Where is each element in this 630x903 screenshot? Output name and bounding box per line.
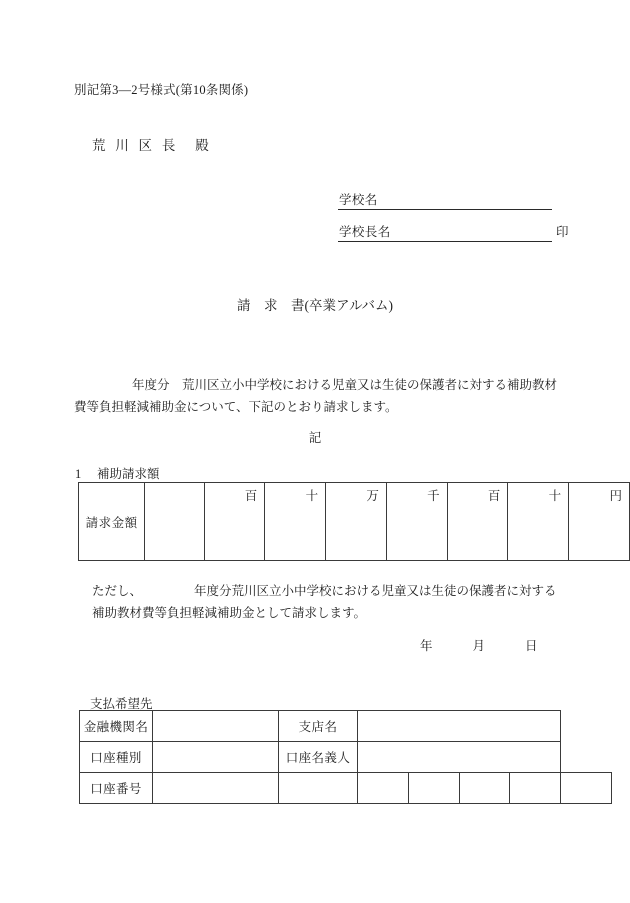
- amount-cell-3[interactable]: 万: [326, 483, 387, 561]
- principal-name-label: 学校長名: [339, 225, 391, 239]
- account-number-label: 口座番号: [80, 773, 153, 804]
- payment-row-account-number: [80, 773, 612, 804]
- body-line-1: 年度分 荒川区立小中学校における児童又は生徒の保護者に対する補助教材費等: [74, 378, 558, 414]
- account-type-input[interactable]: [153, 742, 279, 773]
- amount-cell-7[interactable]: 円: [569, 483, 630, 561]
- document-title: 請 求 書(卒業アルバム): [236, 298, 393, 313]
- section-1-title: 補助請求額: [97, 467, 160, 481]
- account-digit-2[interactable]: [358, 773, 409, 804]
- addressee-line: 荒 川 区 長 殿: [92, 138, 212, 153]
- account-holder-label: 口座名義人: [279, 742, 358, 773]
- payment-row-bank: [80, 711, 612, 742]
- note-paragraph: [92, 580, 562, 624]
- section-1-number: 1: [75, 467, 82, 481]
- account-type-label: 口座種別: [80, 742, 153, 773]
- payment-row-account-type: [80, 742, 612, 773]
- school-name-label: 学校名: [339, 193, 378, 207]
- account-digit-0[interactable]: [153, 773, 279, 804]
- section-1-heading: [75, 464, 160, 482]
- account-digit-1[interactable]: [279, 773, 358, 804]
- date-line[interactable]: [420, 636, 538, 654]
- branch-name-input[interactable]: [358, 711, 561, 742]
- account-holder-input[interactable]: [358, 742, 561, 773]
- amount-cell-4[interactable]: 千: [386, 483, 447, 561]
- bank-name-input[interactable]: [153, 711, 279, 742]
- seal-mark: 印: [556, 225, 569, 239]
- form-number: 別記第3―2号様式(第10条関係): [74, 83, 249, 97]
- note-prefix: ただし、: [92, 584, 143, 598]
- amount-row-label: 請求金額: [79, 483, 145, 561]
- payment-section-heading: 支払希望先: [90, 697, 153, 711]
- amount-cell-2[interactable]: 十: [265, 483, 326, 561]
- branch-name-label: 支店名: [279, 711, 358, 742]
- account-digit-6[interactable]: [561, 773, 612, 804]
- amount-table-row: [79, 483, 630, 561]
- account-digit-5[interactable]: [510, 773, 561, 804]
- date-year-label: 年: [420, 639, 433, 653]
- date-day-label: 日: [525, 639, 538, 653]
- body-paragraph: [74, 374, 560, 418]
- amount-cell-6[interactable]: 十: [508, 483, 569, 561]
- body-line-2: 負担軽減補助金について、下記のとおり請求します。: [99, 400, 398, 414]
- principal-name-field[interactable]: [338, 222, 569, 242]
- amount-cell-5[interactable]: 百: [447, 483, 508, 561]
- ki-marker: 記: [308, 431, 322, 445]
- amount-table: [78, 482, 630, 561]
- account-digit-3[interactable]: [408, 773, 459, 804]
- account-digit-4[interactable]: [459, 773, 510, 804]
- payment-table: [79, 710, 612, 804]
- note-line-1: 年度分荒川区立小中学校における児童又は生徒の保護者に対する: [194, 584, 557, 598]
- school-name-field[interactable]: [338, 190, 552, 210]
- note-line-2: 補助教材費等負担軽減補助金として請求します。: [92, 606, 367, 620]
- bank-name-label: 金融機関名: [80, 711, 153, 742]
- date-month-label: 月: [472, 639, 486, 653]
- amount-cell-0[interactable]: [145, 483, 204, 561]
- amount-cell-1[interactable]: 百: [204, 483, 265, 561]
